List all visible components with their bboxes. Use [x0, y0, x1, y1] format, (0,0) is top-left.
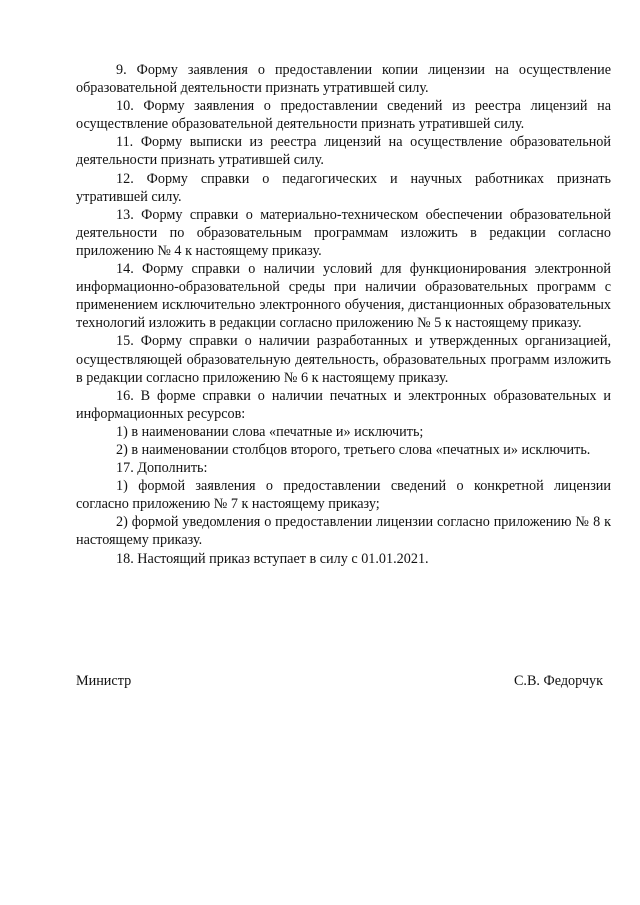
paragraph-item-13: 13. Форму справки о материально-техническом обеспечении образовательной деятельности по образовательным программам изложить в редакции согласно приложению № 4 к настоящему приказу.: [76, 206, 611, 259]
paragraph-item-17-1: 1) формой заявления о предоставлении сведений о конкретной лицензии согласно приложению № 7 к настоящему приказу;: [76, 478, 611, 513]
paragraph-item-16-2: 2) в наименовании столбцов второго, третьего слова «печатных и» исключить.: [116, 441, 591, 458]
paragraph-item-17: 17. Дополнить:: [116, 460, 208, 477]
paragraph-item-11: 11. Форму выписки из реестра лицензий на осуществление образовательной деятельности признать утратившей силу.: [76, 134, 611, 169]
document-body: [76, 61, 611, 568]
paragraph-item-14: 14. Форму справки о наличии условий для функционирования электронной информационно-образовательной среды при наличии образовательных программ с применением исключительно электронного обучения, дистанционных образовательных технологий изложить в редакции согласно приложению № 5 к настоящему приказу.: [76, 261, 611, 332]
paragraph-item-16: 16. В форме справки о наличии печатных и электронных образовательных и информационных ресурсов:: [76, 387, 611, 422]
paragraph-item-12: 12. Форму справки о педагогических и научных работниках признать утратившей силу.: [76, 170, 611, 205]
paragraph-item-10: 10. Форму заявления о предоставлении сведений из реестра лицензий на осуществление образовательной деятельности признать утратившей силу.: [76, 98, 611, 133]
signatory-position: Министр: [76, 673, 132, 689]
paragraph-item-9: 9. Форму заявления о предоставлении копии лицензии на осуществление образовательной деятельности признать утратившей силу.: [76, 62, 611, 97]
paragraph-item-16-1: 1) в наименовании слова «печатные и» исключить;: [116, 423, 424, 440]
paragraph-item-18: 18. Настоящий приказ вступает в силу с 01.01.2021.: [116, 550, 429, 567]
signature-block: [76, 672, 603, 690]
signatory-name: С.В. Федорчук: [513, 673, 603, 689]
paragraph-item-17-2: 2) формой уведомления о предоставлении лицензии согласно приложению № 8 к настоящему приказу.: [76, 514, 611, 549]
paragraph-item-15: 15. Форму справки о наличии разработанных и утвержденных организацией, осуществляющей образовательную деятельность, образовательных программ изложить в редакции согласно приложению № 6 к настоящему приказу.: [76, 333, 611, 386]
